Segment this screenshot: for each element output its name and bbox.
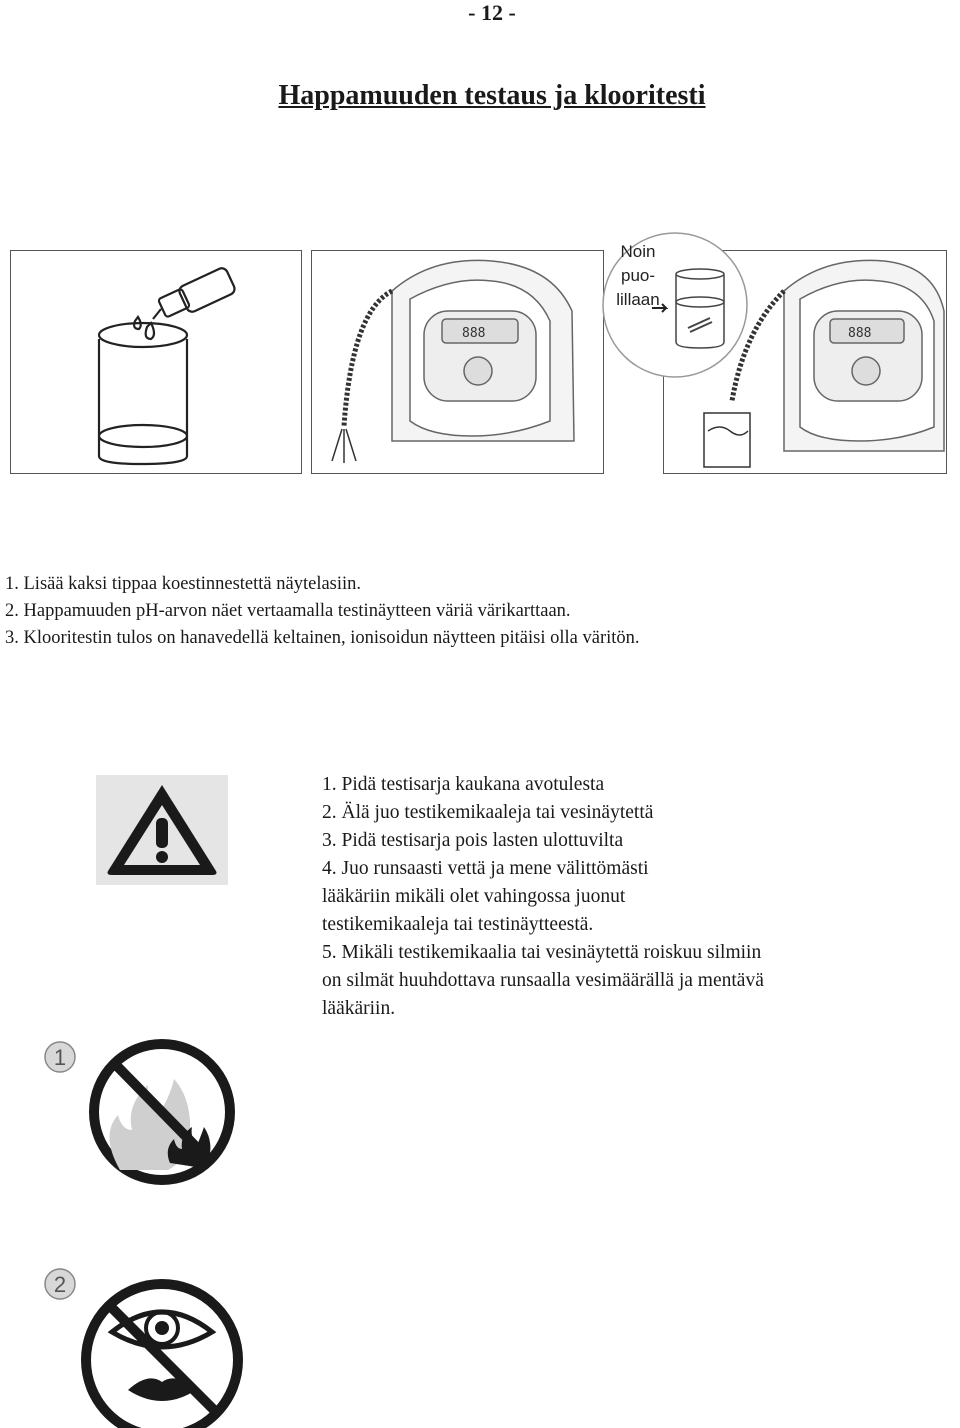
no-fire-symbol [40, 1035, 250, 1185]
instruction-steps [5, 571, 640, 652]
page-number: - 12 - [468, 0, 516, 25]
list-item: 2. Happamuuden pH-arvon näet vertaamalla testinäytteen väriä värikarttaan. [5, 601, 571, 621]
callout-label [608, 240, 668, 312]
list-item: on silmät huuhdottava runsaalla vesimäärällä ja mentävä [322, 970, 764, 991]
page-title: Happamuuden testaus ja klooritesti [278, 80, 706, 111]
callout-label-line: puo- [620, 266, 656, 285]
callout-label-line: lillaan [616, 290, 660, 309]
list-item: testikemikaaleja tai testinäytteestä. [322, 914, 594, 935]
no-open-flame-icon [40, 1035, 250, 1185]
water-ionizer-icon [312, 251, 603, 473]
svg-text:888: 888 [462, 326, 486, 341]
list-item: lääkäriin. [322, 998, 396, 1019]
list-item: 3. Klooritestin tulos on hanavedellä keltainen, ionisoidun näytteen pitäisi olla väritön. [5, 628, 640, 648]
list-item: lääkäriin mikäli olet vahingossa juonut [322, 886, 626, 907]
safety-warnings [322, 771, 942, 1023]
callout-label-line: Noin [620, 242, 656, 261]
svg-text:888: 888 [848, 326, 872, 341]
list-item: 2. Älä juo testikemikaaleja tai vesinäytettä [322, 802, 654, 823]
warning-icon [96, 775, 228, 885]
badge-number: 1 [53, 1045, 67, 1070]
list-item: 1. Pidä testisarja kaukana avotulesta [322, 774, 605, 795]
no-eye-mouth-contact-icon [40, 1262, 250, 1428]
list-item: 3. Pidä testisarja pois lasten ulottuvilta [322, 830, 624, 851]
list-item: 1. Lisää kaksi tippaa koestinnestettä näytelasiin. [5, 574, 362, 594]
dropper-beaker-icon [11, 251, 301, 473]
warning-triangle-icon [96, 775, 228, 885]
callout-magnifier [600, 230, 750, 380]
illustration-dropper-beaker [10, 250, 302, 474]
badge-number: 2 [53, 1272, 67, 1297]
list-item: 5. Mikäli testikemikaalia tai vesinäytettä roiskuu silmiin [322, 942, 762, 963]
illustration-ionizer-hose [311, 250, 604, 474]
list-item: 4. Juo runsaasti vettä ja mene välittömästi [322, 858, 649, 879]
no-eye-mouth-symbol [40, 1262, 250, 1428]
